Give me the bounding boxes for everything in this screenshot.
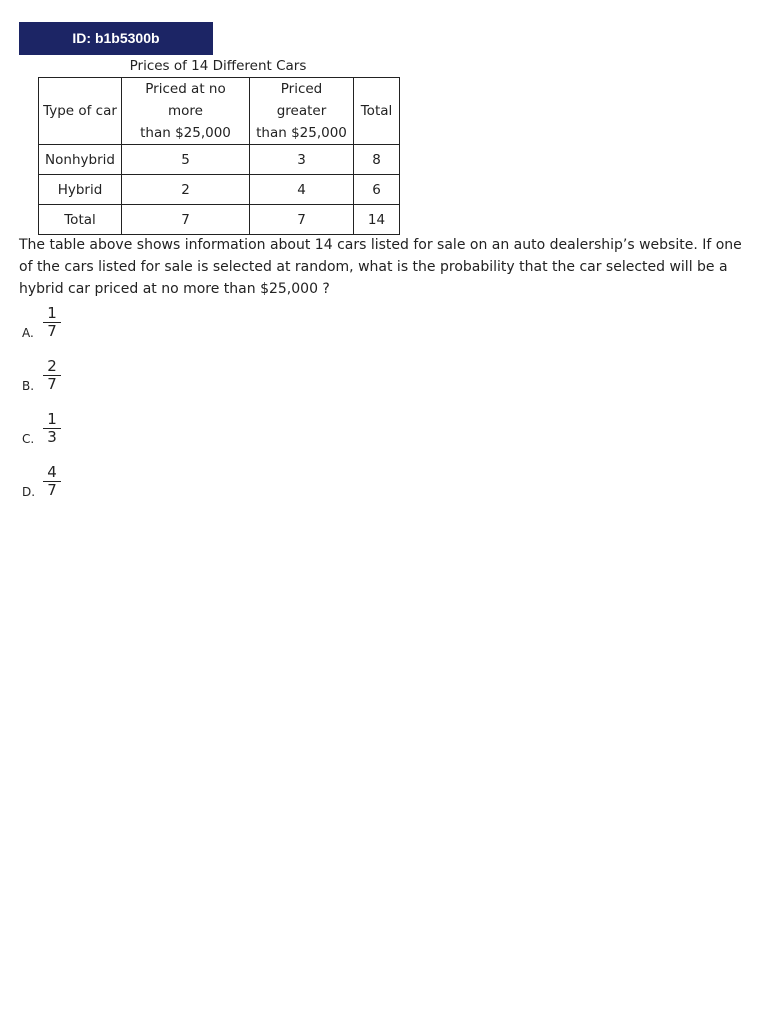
fraction-numerator: 4	[47, 462, 57, 481]
question-id-badge: ID: b1b5300b	[19, 22, 213, 55]
cell-total: 6	[354, 175, 400, 205]
header-priced-greater-line2: than $25,000	[256, 125, 347, 141]
cell-total: 8	[354, 145, 400, 175]
cell-total: 14	[354, 205, 400, 235]
fraction-denominator: 7	[47, 480, 57, 499]
fraction-denominator: 7	[47, 374, 57, 393]
header-priced-no-more-line1: Priced at no more	[145, 81, 226, 119]
header-priced-no-more	[122, 78, 250, 145]
choice-d[interactable]	[22, 463, 61, 499]
header-priced-greater	[250, 78, 354, 145]
choice-letter: D.	[22, 485, 36, 499]
fraction-denominator: 7	[47, 321, 57, 340]
header-priced-no-more-line2: than $25,000	[140, 125, 231, 141]
cell-priced-greater: 4	[250, 175, 354, 205]
choice-c[interactable]	[22, 410, 61, 446]
choice-letter: C.	[22, 432, 35, 446]
cell-priced-greater: 3	[250, 145, 354, 175]
header-type-of-car: Type of car	[39, 78, 122, 145]
fraction-numerator: 1	[47, 303, 57, 322]
choice-fraction	[43, 464, 61, 499]
choice-b[interactable]	[22, 357, 61, 393]
cell-priced-no-more: 2	[122, 175, 250, 205]
prices-table	[38, 77, 400, 235]
table-header-row	[39, 78, 400, 145]
cell-priced-no-more: 5	[122, 145, 250, 175]
cell-priced-no-more: 7	[122, 205, 250, 235]
cell-type: Nonhybrid	[39, 145, 122, 175]
cell-type: Total	[39, 205, 122, 235]
choice-fraction	[43, 358, 61, 393]
table-row-total	[39, 205, 400, 235]
choice-a[interactable]	[22, 304, 61, 340]
table-row-nonhybrid	[39, 145, 400, 175]
fraction-numerator: 1	[47, 409, 57, 428]
fraction-denominator: 3	[47, 427, 57, 446]
choice-fraction	[43, 305, 61, 340]
cell-priced-greater: 7	[250, 205, 354, 235]
header-priced-greater-line1: Priced greater	[276, 81, 327, 119]
fraction-numerator: 2	[47, 356, 57, 375]
choice-fraction	[43, 411, 61, 446]
table-row-hybrid	[39, 175, 400, 205]
choice-letter: B.	[22, 379, 35, 393]
table-caption: Prices of 14 Different Cars	[129, 58, 307, 74]
choice-letter: A.	[22, 326, 34, 340]
header-total: Total	[354, 78, 400, 145]
cell-type: Hybrid	[39, 175, 122, 205]
question-text: The table above shows information about 14 cars listed for sale on an auto dealership’s website. If one of the cars listed for sale is selected at random, what is the probability that the car selected will be a hybrid car priced at no more than $25,000 ?	[19, 237, 742, 297]
